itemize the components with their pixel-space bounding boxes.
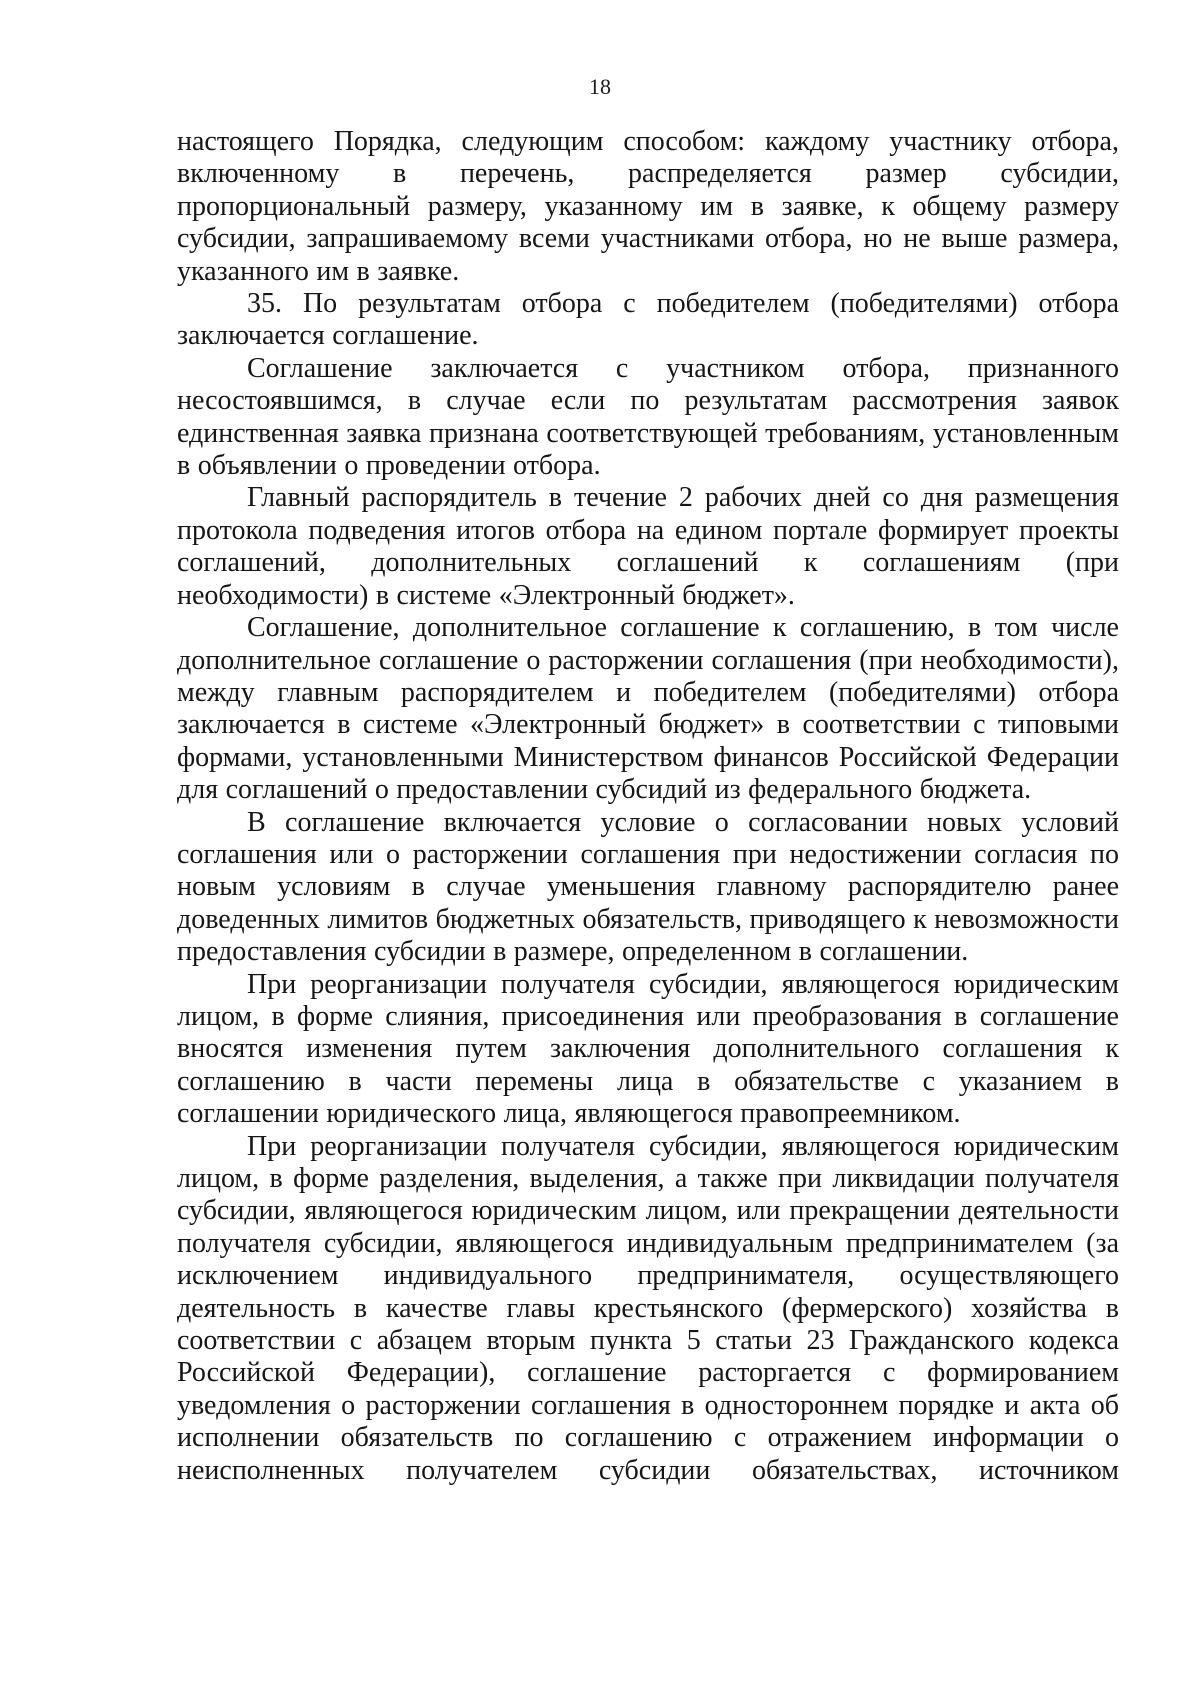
paragraph-continuation: настоящего Порядка, следующим способом: каждому участнику отбора, включенному в перечень, распределяется размер субсидии, пропорциональный размеру, указанному им в заявке, к общему размеру субсидии, запрашиваемому всеми участниками отбора, но не выше размера, указанного им в заявке. [177, 126, 1119, 287]
document-body [177, 126, 1119, 1487]
paragraph-agreement-conclusion: Соглашение, дополнительное соглашение к соглашению, в том числе дополнительное соглашение о расторжении соглашения (при необходимости), между главным распорядителем и победителем (победителями) отбора заключается в системе «Электронный бюджет» в соответствии с типовыми формами, установленными Министерством финансов Российской Федерации для соглашений о предоставлении субсидий из федерального бюджета. [177, 612, 1119, 806]
paragraph-reorganization-division: При реорганизации получателя субсидии, являющегося юридическим лицом, в форме разделения, выделения, а также при ликвидации получателя субсидии, являющегося юридическим лицом, или прекращении деятельности получателя субсидии, являющегося индивидуальным предпринимателем (за исключением индивидуального предпринимателя, осуществляющего деятельность в качестве главы крестьянского (фермерского) хозяйства в соответствии с абзацем вторым пункта 5 статьи 23 Гражданского кодекса Российской Федерации), соглашение расторгается с формированием уведомления о расторжении соглашения в одностороннем порядке и акта об исполнении обязательств по соглашению с отражением информации о неисполненных получателем субсидии обязательствах, источником [177, 1130, 1119, 1486]
paragraph-new-conditions: В соглашение включается условие о согласовании новых условий соглашения или о расторжении соглашения при недостижении согласия по новым условиям в случае уменьшения главному распорядителю ранее доведенных лимитов бюджетных обязательств, приводящего к невозможности предоставления субсидии в размере, определенном в соглашении. [177, 806, 1119, 968]
paragraph-failed-selection: Соглашение заключается с участником отбора, признанного несостоявшимся, в случае если по результатам рассмотрения заявок единственная заявка признана соответствующей требованиям, установленным в объявлении о проведении отбора. [177, 352, 1119, 482]
paragraph-draft-agreements: Главный распорядитель в течение 2 рабочих дней со дня размещения протокола подведения итогов отбора на едином портале формирует проекты соглашений, дополнительных соглашений к соглашениям (при необходимости) в системе «Электронный бюджет». [177, 482, 1119, 611]
page-number: 18 [589, 74, 611, 99]
paragraph-item-35: 35. По результатам отбора с победителем (победителями) отбора заключается соглашение. [177, 288, 1119, 352]
paragraph-reorganization-merger: При реорганизации получателя субсидии, являющегося юридическим лицом, в форме слияния, присоединения или преобразования в соглашение вносятся изменения путем заключения дополнительного соглашения к соглашению в части перемены лица в обязательстве с указанием в соглашении юридического лица, являющегося правопреемником. [177, 968, 1119, 1130]
